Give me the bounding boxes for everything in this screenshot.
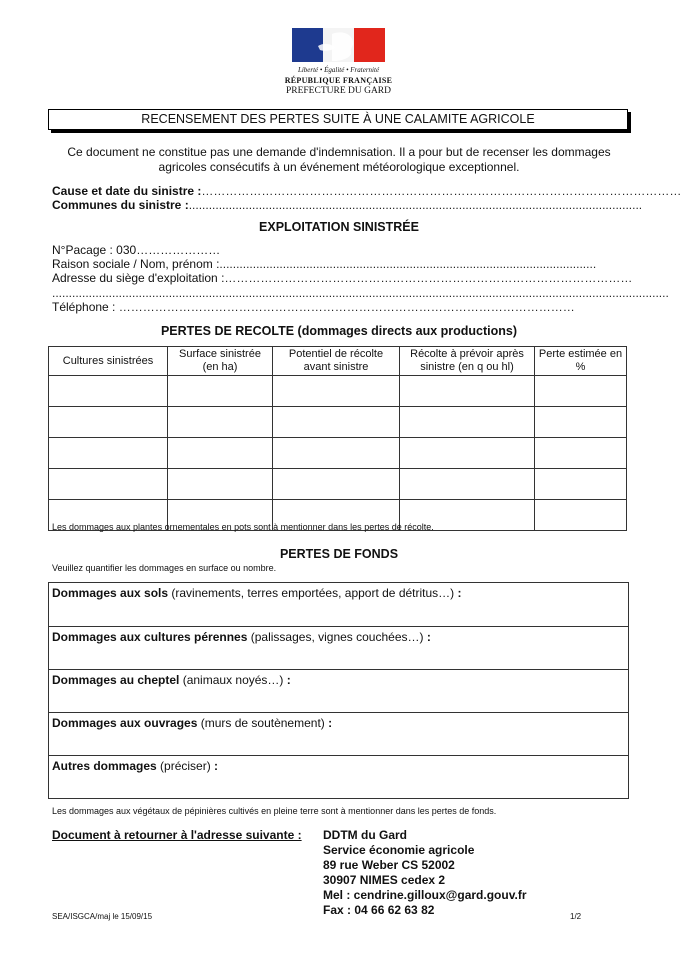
intro-line-1: Ce document ne constitue pas une demande d'indemnisation. Il a pour but de recenser les dommages	[67, 145, 611, 159]
col-recolte-prevue: Récolte à prévoir après sinistre (en q ou hl)	[400, 347, 535, 376]
marianne-logo	[0, 28, 677, 96]
return-address	[323, 828, 527, 918]
footer-reference: SEA/ISGCA/maj le 15/09/15	[52, 912, 153, 921]
raison-sociale-label: Raison sociale / Nom, prénom :	[52, 257, 220, 271]
table-cell[interactable]	[49, 469, 168, 500]
recolte-title: PERTES DE RECOLTE (dommages directs aux productions)	[160, 324, 518, 338]
damage-row-ouvrages[interactable]: Dommages aux ouvrages (murs de soutènement) :	[49, 712, 628, 755]
table-cell[interactable]	[273, 407, 400, 438]
damage-label: Dommages aux ouvrages	[52, 716, 198, 730]
table-row	[49, 469, 627, 500]
table-cell[interactable]	[168, 469, 273, 500]
damage-row-cultures-perennes[interactable]: Dommages aux cultures pérennes (palissages, vignes couchées…) :	[49, 626, 628, 669]
damage-row-autres[interactable]: Autres dommages (préciser) :	[49, 755, 628, 798]
raison-sociale-field[interactable]: Raison sociale / Nom, prénom :.................................................................................................................	[52, 257, 597, 271]
table-cell[interactable]	[400, 407, 535, 438]
damage-label: Dommages aux cultures pérennes	[52, 630, 248, 644]
table-row	[49, 407, 627, 438]
fonds-damage-box	[48, 582, 629, 799]
damage-detail: (palissages, vignes couchées…)	[247, 630, 427, 644]
table-cell[interactable]	[49, 376, 168, 407]
page-number: 1/2	[570, 912, 582, 921]
table-cell[interactable]	[535, 376, 627, 407]
address-line: 30907 NIMES cedex 2	[323, 873, 446, 887]
pacage-field[interactable]	[52, 243, 626, 257]
fonds-title: PERTES DE FONDS	[279, 547, 399, 561]
table-cell[interactable]	[535, 500, 627, 531]
damage-detail: (préciser)	[156, 759, 215, 773]
table-cell[interactable]	[273, 469, 400, 500]
table-cell[interactable]	[49, 407, 168, 438]
address-line: 89 rue Weber CS 52002	[323, 858, 455, 872]
damage-row-sols[interactable]: Dommages aux sols (ravinements, terres emportées, apport de détritus…) :	[52, 586, 462, 600]
table-row	[49, 376, 627, 407]
exploitation-title: EXPLOITATION SINISTRÉE	[259, 220, 419, 234]
cause-field[interactable]: Cause et date du sinistre :…………………………………………………………………………………………………………	[52, 184, 681, 198]
address-line: Service économie agricole	[323, 843, 475, 857]
marianne-profile-icon	[292, 28, 386, 62]
table-cell[interactable]	[49, 438, 168, 469]
intro-line-2: agricoles consécutifs à un événement météorologique exceptionnel.	[158, 160, 520, 174]
telephone-label: Téléphone :	[52, 300, 116, 314]
col-perte: Perte estimée en %	[535, 347, 627, 376]
table-cell[interactable]	[400, 376, 535, 407]
fonds-note: Les dommages aux végétaux de pépinières cultivés en pleine terre sont à mentionner dans les pertes de fonds.	[52, 806, 497, 816]
table-cell[interactable]	[168, 407, 273, 438]
table-cell[interactable]	[535, 438, 627, 469]
return-label: Document à retourner à l'adresse suivante :	[52, 828, 302, 842]
col-potentiel: Potentiel de récolte avant sinistre	[273, 347, 400, 376]
damage-row-cheptel[interactable]: Dommages au cheptel (animaux noyés…) :	[49, 669, 628, 712]
prefecture-name: PREFECTURE DU GARD	[285, 86, 392, 96]
damage-label: Dommages au cheptel	[52, 673, 180, 687]
table-cell[interactable]	[535, 469, 627, 500]
recolte-table	[48, 346, 627, 531]
republic-name: RÉPUBLIQUE FRANÇAISE	[284, 76, 393, 85]
adresse-field[interactable]: Adresse du siège d'exploitation :…………………………………………………………………………………………	[52, 271, 633, 285]
communes-field[interactable]: Communes du sinistre :........................................................................................................................................	[52, 198, 643, 212]
damage-detail: (murs de soutènement)	[197, 716, 329, 730]
col-cultures: Cultures sinistrées	[49, 347, 168, 376]
damage-detail: (animaux noyés…)	[179, 673, 287, 687]
recolte-header-row	[49, 347, 627, 376]
pacage-label: N°Pacage : 030…………………	[52, 243, 221, 257]
damage-label: Autres dommages	[52, 759, 157, 773]
fonds-subtitle: Veuillez quantifier les dommages en surface ou nombre.	[52, 563, 277, 573]
republic-motto: Liberté • Égalité • Fraternité	[297, 66, 380, 74]
recolte-note: Les dommages aux plantes ornementales en pots sont à mentionner dans les pertes de récolte.	[52, 522, 434, 532]
address-fax: Fax : 04 66 62 63 82	[323, 903, 435, 917]
table-cell[interactable]	[400, 469, 535, 500]
table-cell[interactable]	[400, 438, 535, 469]
table-row	[49, 438, 627, 469]
table-cell[interactable]	[168, 376, 273, 407]
damage-detail: (ravinements, terres emportées, apport de détritus…)	[168, 586, 458, 600]
table-cell[interactable]	[168, 438, 273, 469]
address-line: DDTM du Gard	[323, 828, 407, 842]
damage-label: Dommages aux sols	[52, 586, 169, 600]
table-cell[interactable]	[273, 376, 400, 407]
intro-text	[48, 145, 630, 175]
adresse-continuation-field[interactable]: .........................................................................................................................................................................................	[52, 286, 669, 300]
cause-label: Cause et date du sinistre :	[52, 184, 202, 198]
telephone-field[interactable]: Téléphone : ……………………………………………………………………………………………………	[52, 300, 575, 314]
form-title: RECENSEMENT DES PERTES SUITE À UNE CALAMITE AGRICOLE	[48, 109, 628, 130]
adresse-label: Adresse du siège d'exploitation :	[52, 271, 225, 285]
table-cell[interactable]	[535, 407, 627, 438]
table-cell[interactable]	[273, 438, 400, 469]
col-surface: Surface sinistrée (en ha)	[168, 347, 273, 376]
address-email: Mel : cendrine.gilloux@gard.gouv.fr	[323, 888, 527, 902]
communes-label: Communes du sinistre :	[52, 198, 189, 212]
